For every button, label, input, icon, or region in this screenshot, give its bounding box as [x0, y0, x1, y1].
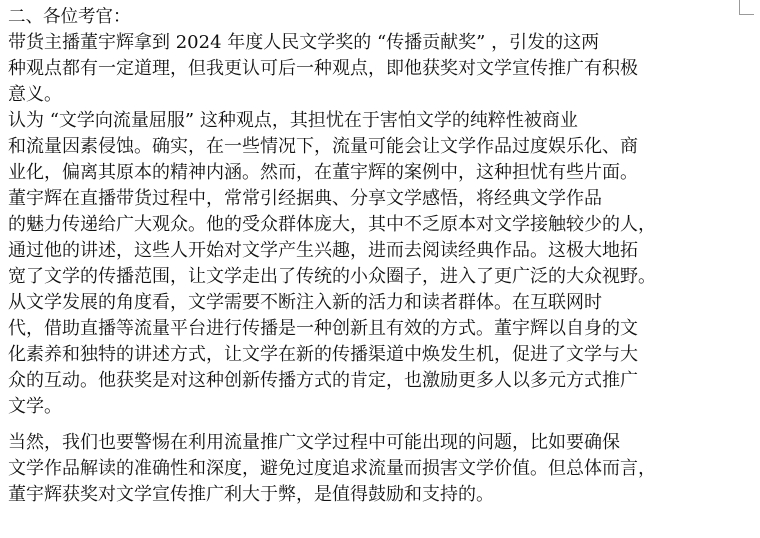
text-line: 通过他的讲述，这些人开始对文学产生兴趣，进而去阅读经典作品。这极大地拓	[8, 240, 638, 261]
section-heading: 二、各位考官：	[8, 7, 131, 27]
text-line: 文学作品解读的准确性和深度，避免过度追求流量而损害文学价值。但总体而言，	[8, 458, 656, 479]
text-line: 和流量因素侵蚀。确实，在一些情况下，流量可能会让文学作品过度娱乐化、商	[8, 136, 638, 157]
text-line: 宽了文学的传播范围，让文学走出了传统的小众圈子，进入了更广泛的大众视野。	[8, 266, 656, 287]
text-line: 文学。	[8, 396, 62, 417]
text-line: 业化，偏离其原本的精神内涵。然而，在董宇辉的案例中，这种担忧有些片面。	[8, 162, 638, 183]
text-line: 众的互动。他获奖是对这种创新传播方式的肯定，也激励更多人以多元方式推广	[8, 370, 638, 391]
text-line: 董宇辉获奖对文学宣传推广利大于弊，是值得鼓励和支持的。	[8, 484, 494, 505]
page-corner-mark	[739, 0, 754, 15]
text-line: 从文学发展的角度看，文学需要不断注入新的活力和读者群体。在互联网时	[8, 292, 602, 313]
text-line: 当然，我们也要警惕在利用流量推广文学过程中可能出现的问题，比如要确保	[8, 432, 620, 453]
text-line: 化素养和独特的讲述方式，让文学在新的传播渠道中焕发生机，促进了文学与大	[8, 344, 638, 365]
text-line: 意义。	[8, 84, 62, 105]
text-line: 代，借助直播等流量平台进行传播是一种创新且有效的方式。董宇辉以自身的文	[8, 318, 638, 339]
text-line: 种观点都有一定道理，但我更认可后一种观点，即他获奖对文学宣传推广有积极	[8, 58, 638, 79]
text-line: 认为 “文学向流量屈服” 这种观点，其担忧在于害怕文学的纯粹性被商业	[8, 110, 578, 131]
text-line: 的魅力传递给广大观众。他的受众群体庞大，其中不乏原本对文学接触较少的人，	[8, 214, 656, 235]
text-line: 董宇辉在直播带货过程中，常常引经据典、分享文学感悟，将经典文学作品	[8, 188, 602, 209]
text-line: 带货主播董宇辉拿到 2024 年度人民文学奖的 “传播贡献奖” ，引发的这两	[8, 32, 600, 53]
